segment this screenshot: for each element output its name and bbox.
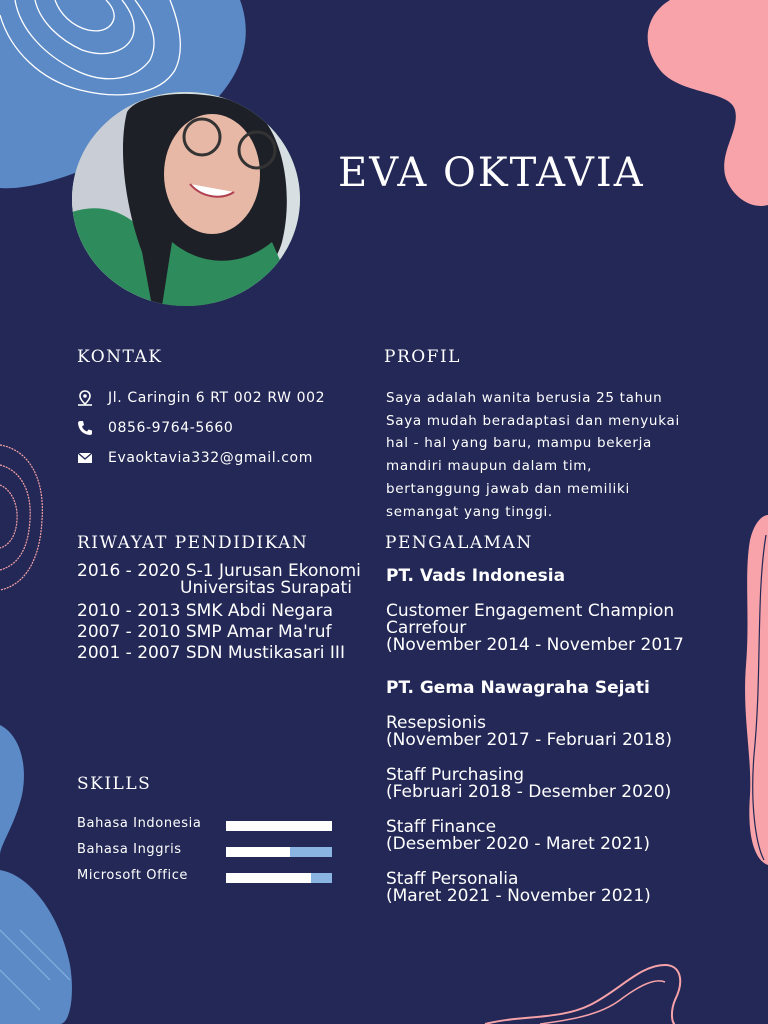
skill-bar	[226, 873, 332, 883]
skill-bar	[226, 821, 332, 831]
profile-line: bertanggung jawab dan memiliki	[386, 480, 630, 497]
education-item: 2007 - 2010 SMP Amar Ma'ruf	[77, 622, 332, 642]
contact-email	[77, 450, 313, 466]
education-item: 2016 - 2020 S-1 Jurusan Ekonomi	[77, 561, 361, 581]
contact-address	[77, 390, 325, 406]
profile-line: mandiri maupun dalam tim,	[386, 458, 593, 475]
job-period: (November 2014 - November 2017	[386, 635, 684, 655]
email-text: Evaoktavia332@gmail.com	[108, 450, 313, 466]
job-title: Staff Personalia	[386, 869, 519, 889]
company-name: PT. Vads Indonesia	[386, 566, 566, 586]
address-text: Jl. Caringin 6 RT 002 RW 002	[108, 390, 326, 406]
skill-label: Microsoft Office	[77, 868, 189, 883]
profile-line: Saya mudah beradaptasi dan menyukai	[386, 412, 680, 429]
person-name: EVA OKTAVIA	[338, 150, 645, 196]
skill-bar	[226, 847, 332, 857]
decor-blob-bottom-left	[0, 725, 80, 1024]
contact-heading: KONTAK	[77, 347, 163, 367]
job-title: Resepsionis	[386, 713, 486, 733]
education-item-school: Universitas Surapati	[180, 578, 352, 598]
job-client: Carrefour	[386, 618, 467, 638]
profile-text	[386, 387, 680, 523]
job-title: Staff Finance	[386, 817, 497, 837]
skills-heading: SKILLS	[77, 774, 152, 794]
job-title: Staff Purchasing	[386, 765, 525, 785]
profile-line: hal - hal yang baru, mampu bekerja	[386, 435, 652, 452]
skill-bar-fill	[226, 821, 332, 831]
education-item: 2010 - 2013 SMK Abdi Negara	[77, 601, 334, 621]
decor-blob-top-right	[640, 0, 768, 210]
experience-heading: PENGALAMAN	[385, 533, 533, 553]
education-item: 2001 - 2007 SDN Mustikasari III	[77, 643, 345, 663]
decor-blob-right	[742, 515, 768, 865]
location-pin-icon	[77, 390, 93, 406]
profile-line: semangat yang tinggi.	[386, 503, 553, 520]
profile-heading: PROFIL	[384, 347, 461, 367]
envelope-icon	[77, 450, 93, 466]
job-period: (Desember 2020 - Maret 2021)	[386, 834, 651, 854]
job-period: (Maret 2021 - November 2021)	[386, 886, 651, 906]
job-period: (November 2017 - Februari 2018)	[386, 730, 672, 750]
phone-text: 0856-9764-5660	[108, 420, 234, 436]
skill-bar-fill	[226, 847, 290, 857]
skill-label: Bahasa Inggris	[77, 842, 182, 857]
profile-line: Saya adalah wanita berusia 25 tahun	[386, 390, 663, 406]
education-heading: RIWAYAT PENDIDIKAN	[77, 533, 309, 553]
skill-bar-fill	[226, 873, 311, 883]
company-name: PT. Gema Nawagraha Sejati	[386, 678, 650, 698]
job-period: (Februari 2018 - Desember 2020)	[386, 782, 672, 802]
decor-lines-bottom-right	[480, 960, 690, 1024]
skill-label: Bahasa Indonesia	[77, 816, 202, 831]
contact-phone	[77, 420, 233, 436]
phone-icon	[77, 420, 93, 436]
decor-lines-left	[0, 440, 50, 600]
job-title: Customer Engagement Champion	[386, 601, 675, 621]
profile-photo	[72, 92, 300, 306]
